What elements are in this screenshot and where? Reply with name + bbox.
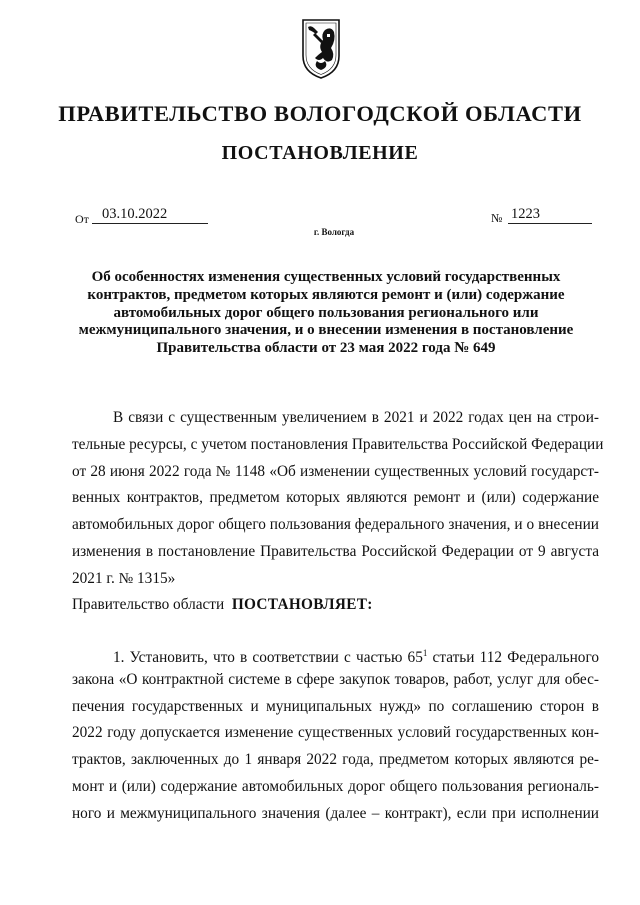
paragraph-line: ного и межмуниципального значения (далее – контракт), если при исполнении — [72, 804, 599, 822]
heading-line: контрактов, предметом которых являются ремонт и (или) содержание — [87, 286, 565, 303]
paragraph-line — [72, 640, 599, 667]
number-value: 1223 — [511, 206, 540, 222]
preamble-paragraph — [72, 405, 604, 593]
paragraph-line: В связи с существенным увеличением в 2021 и 2022 годах цен на строи- — [113, 409, 599, 426]
superscript: 1 — [422, 648, 428, 658]
decree-keyword: ПОСТАНОВЛЯЕТ: — [231, 596, 373, 613]
number-label: № — [491, 211, 503, 225]
coat-of-arms-icon — [301, 18, 341, 80]
paragraph-line: монт и (или) содержание автомобильных дорог общего пользования региональ- — [72, 777, 599, 795]
paragraph-line: закона «О контрактной системе в сфере закупок товаров, работ, услуг для обес- — [72, 670, 599, 688]
clause-text: 1. Установить, что в соответствии с частью 65 — [113, 649, 423, 666]
heading-line: Об особенностях изменения существенных условий государственных — [91, 269, 561, 285]
paragraph-line: 2021 г. № 1315» — [72, 569, 176, 587]
number-field — [508, 206, 592, 224]
heading-line: автомобильных дорог общего пользования регионального или — [113, 304, 539, 321]
date-label: От — [75, 212, 89, 226]
heading-line: межмуниципального значения, и о внесении изменения в постановление — [78, 322, 574, 339]
decree-prefix: Правительство области — [72, 596, 225, 613]
paragraph-line: венных контрактов, предметом которых являются ремонт и (или) содержание — [72, 489, 599, 507]
date-field — [92, 206, 208, 224]
decree-line — [72, 592, 373, 619]
city-name: г. Вологда — [313, 227, 355, 237]
paragraph-line: печения государственных и муниципальных нужд» по соглашению сторон в — [72, 697, 599, 715]
paragraph-line: изменения в постановление Правительства Российской Федерации от 9 августа — [72, 542, 599, 560]
paragraph-line: трактов, заключенных до 1 января 2022 года, предметом которых являются ре- — [72, 751, 599, 769]
date-value: 03.10.2022 — [102, 206, 168, 222]
clause-text: статьи 112 Федерального — [427, 649, 599, 666]
document-type: ПОСТАНОВЛЕНИЕ — [221, 142, 419, 164]
paragraph-line: 2022 году допускается изменение существенных условий государственных кон- — [72, 724, 599, 742]
paragraph-line: автомобильных дорог общего пользования федерального значения, и о внесении — [72, 516, 599, 534]
document-heading — [72, 269, 580, 358]
paragraph-line: от 28 июня 2022 года № 1148 «Об изменении существенных условий государст- — [72, 462, 599, 480]
government-title: ПРАВИТЕЛЬСТВО ВОЛОГОДСКОЙ ОБЛАСТИ — [58, 101, 582, 126]
clause-1-paragraph — [72, 640, 599, 828]
heading-line: Правительства области от 23 мая 2022 года № 649 — [156, 340, 496, 357]
paragraph-line: тельные ресурсы, с учетом постановления Правительства Российской Федерации — [72, 435, 604, 453]
